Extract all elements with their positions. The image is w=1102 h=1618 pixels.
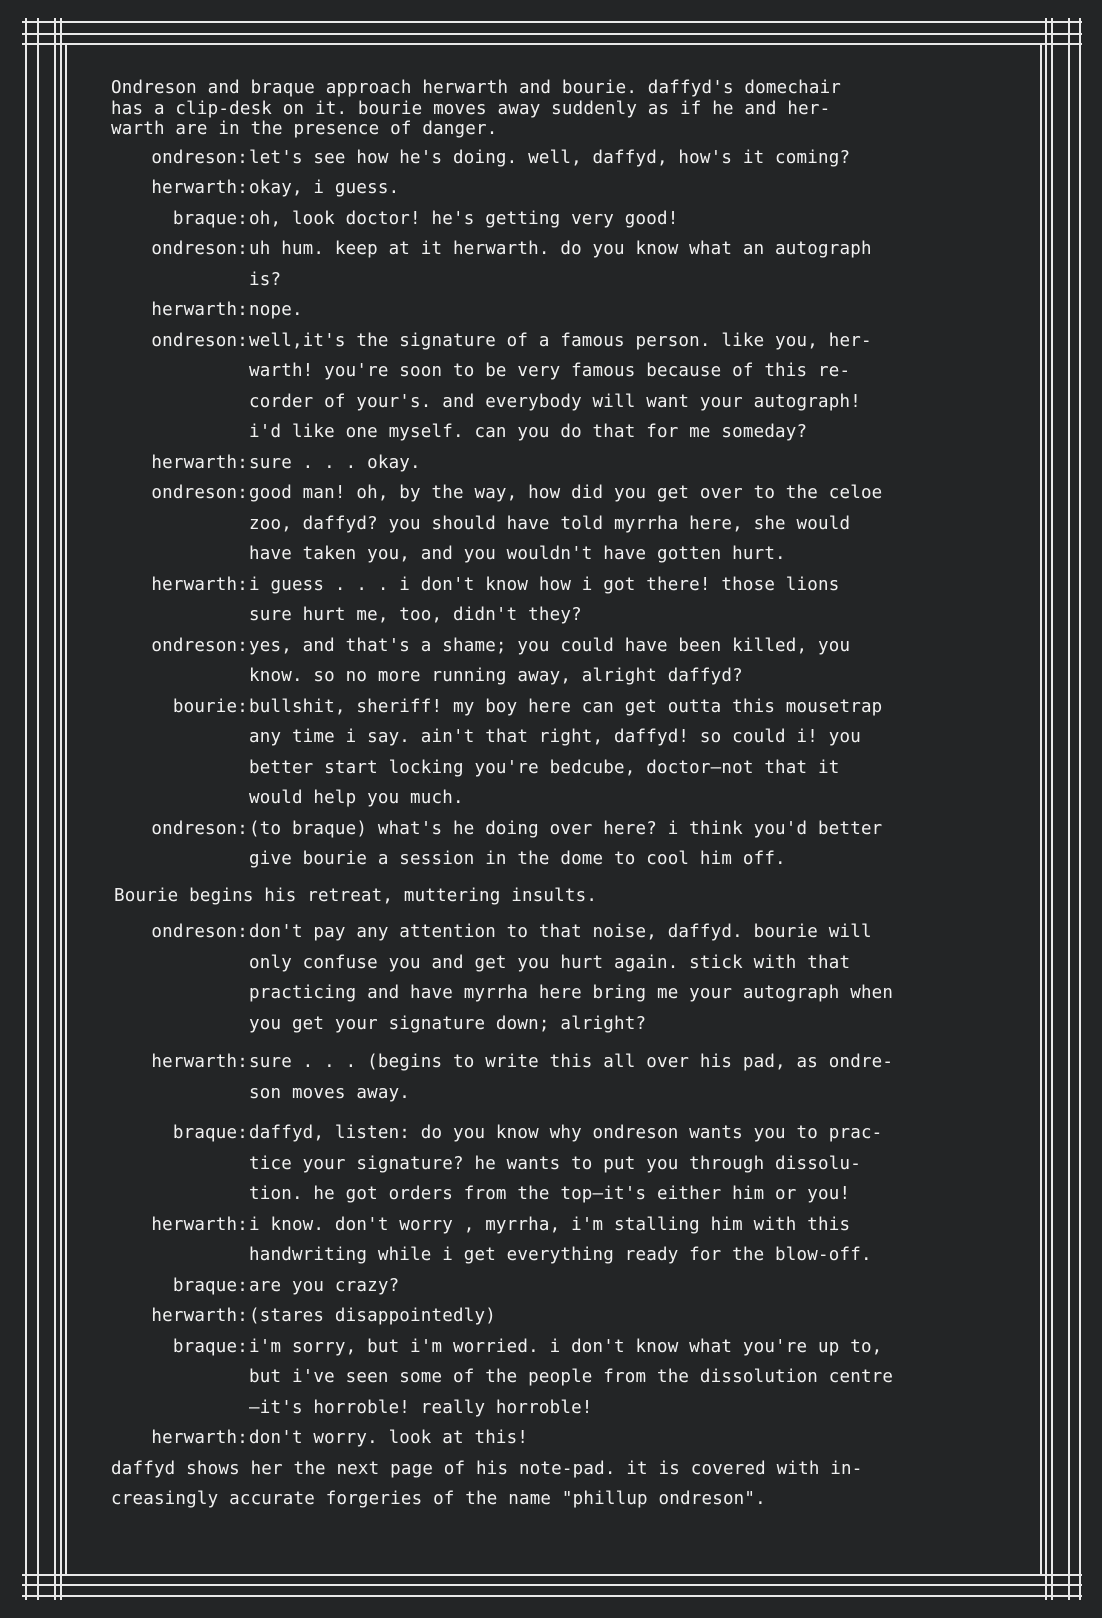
speech-text xyxy=(249,692,1011,814)
dialogue-block-1 xyxy=(111,143,1011,875)
speech-line: warth! you're soon to be very famous because of this re- xyxy=(249,361,851,381)
speech-line: don't pay any attention to that noise, daffyd. bourie will xyxy=(249,922,872,942)
dialogue-entry xyxy=(111,326,1011,448)
speech-text xyxy=(249,295,1011,326)
dialogue-entry xyxy=(111,1332,1011,1424)
intro-paragraph xyxy=(111,78,1011,140)
speech-line: well,it's the signature of a famous person. like you, her- xyxy=(249,330,872,351)
dialogue-entry xyxy=(111,692,1011,814)
speech-line: (stares disappointedly) xyxy=(249,1306,496,1326)
intro-line: Ondreson and braque approach herwarth and bourie. daffyd's domechair xyxy=(111,78,842,98)
speech-line: i'd like one myself. can you do that for me someday? xyxy=(249,422,808,442)
speech-text xyxy=(249,631,1011,692)
dialogue-entry xyxy=(111,631,1011,692)
speech-line: bullshit, sheriff! my boy here can get outta this mousetrap xyxy=(249,696,883,717)
speech-text xyxy=(249,917,1011,1039)
speech-text xyxy=(249,1332,1011,1424)
dialogue-entry xyxy=(111,143,1011,174)
dialogue-block-3 xyxy=(111,1047,1011,1108)
speech-line: know. so no more running away, alright daffyd? xyxy=(249,666,743,686)
dialogue-block-4 xyxy=(111,1118,1011,1454)
speech-line: good man! oh, by the way, how did you get over to the celoe xyxy=(249,483,883,503)
dialogue-entry xyxy=(111,1271,1011,1302)
speech-line: tion. he got orders from the top—it's either him or you! xyxy=(249,1184,851,1204)
speech-line: you get your signature down; alright? xyxy=(249,1013,647,1034)
speaker-name: herwarth: xyxy=(151,1052,248,1072)
speaker-name: bourie: xyxy=(172,696,248,717)
dialogue-entry xyxy=(111,234,1011,295)
dialogue-entry xyxy=(111,478,1011,570)
speech-line: would help you much. xyxy=(249,788,464,808)
speech-line: zoo, daffyd? you should have told myrrha here, she would xyxy=(249,513,851,534)
speaker-name: braque: xyxy=(172,1275,248,1296)
speaker-name: herwarth: xyxy=(151,1214,248,1235)
speech-text xyxy=(249,1118,1011,1210)
closing-line: daffyd shows her the next page of his note-pad. it is covered with in- xyxy=(111,1458,863,1479)
dialogue-entry xyxy=(111,295,1011,326)
speech-line: okay, i guess. xyxy=(249,178,400,198)
dialogue-entry xyxy=(111,917,1011,1039)
speaker-name: ondreson: xyxy=(151,818,248,839)
speaker-name: ondreson: xyxy=(151,922,248,942)
speech-line: are you crazy? xyxy=(249,1275,400,1296)
speech-line: uh hum. keep at it herwarth. do you know what an autograph xyxy=(249,239,872,259)
speech-line: corder of your's. and everybody will want your autograph! xyxy=(249,391,861,412)
speaker-name: herwarth: xyxy=(151,452,248,473)
dialogue-entry xyxy=(111,570,1011,631)
speech-line: sure hurt me, too, didn't they? xyxy=(249,605,582,625)
speech-text xyxy=(249,478,1011,570)
speaker-name: ondreson: xyxy=(151,330,248,351)
speech-line: have taken you, and you wouldn't have gotten hurt. xyxy=(249,544,786,564)
speech-text xyxy=(249,204,1011,235)
speaker-name: braque: xyxy=(172,1336,248,1357)
speaker-name: herwarth: xyxy=(151,300,248,320)
speech-line: i'm sorry, but i'm worried. i don't know what you're up to, xyxy=(249,1336,883,1357)
speech-line: (to braque) what's he doing over here? i think you'd better xyxy=(249,818,883,839)
speech-text xyxy=(249,814,1011,875)
speech-text xyxy=(249,143,1011,174)
speaker-name: ondreson: xyxy=(151,239,248,259)
speech-line: practicing and have myrrha here bring me your autograph when xyxy=(249,983,894,1003)
script-page xyxy=(111,78,1011,1515)
speech-line: sure . . . (begins to write this all over his pad, as ondre- xyxy=(249,1052,894,1072)
speaker-name: herwarth: xyxy=(151,178,248,198)
speech-text xyxy=(249,173,1011,204)
dialogue-entry xyxy=(111,1210,1011,1271)
speech-text xyxy=(249,1047,1011,1108)
speech-text xyxy=(249,1301,1011,1332)
speaker-name: herwarth: xyxy=(151,1306,248,1326)
speech-text xyxy=(249,234,1011,295)
dialogue-entry xyxy=(111,1118,1011,1210)
closing-paragraph xyxy=(111,1454,1011,1515)
speech-line: is? xyxy=(249,269,282,290)
speech-text xyxy=(249,570,1011,631)
speech-line: oh, look doctor! he's getting very good! xyxy=(249,208,679,229)
closing-line: creasingly accurate forgeries of the name "phillup ondreson". xyxy=(111,1489,766,1509)
speech-line: i guess . . . i don't know how i got there! those lions xyxy=(249,574,840,595)
speaker-name: ondreson: xyxy=(151,635,248,656)
speech-line: —it's horroble! really horroble! xyxy=(249,1397,593,1418)
speaker-name: braque: xyxy=(172,208,248,229)
speech-text xyxy=(249,1423,1011,1454)
speech-line: nope. xyxy=(249,300,303,320)
speech-line: i know. don't worry , myrrha, i'm stalling him with this xyxy=(249,1214,851,1235)
speech-line: yes, and that's a shame; you could have been killed, you xyxy=(249,635,851,656)
dialogue-entry xyxy=(111,1301,1011,1332)
speech-text xyxy=(249,326,1011,448)
speech-text xyxy=(249,1210,1011,1271)
speech-line: tice your signature? he wants to put you through dissolu- xyxy=(249,1153,861,1174)
speech-line: handwriting while i get everything ready for the blow-off. xyxy=(249,1245,872,1265)
dialogue-block-2 xyxy=(111,917,1011,1039)
narration: Bourie begins his retreat, muttering insults. xyxy=(114,885,598,906)
speech-text xyxy=(249,1271,1011,1302)
speech-line: any time i say. ain't that right, daffyd! so could i! you xyxy=(249,727,861,747)
speech-line: son moves away. xyxy=(249,1082,411,1103)
speech-line: let's see how he's doing. well, daffyd, how's it coming? xyxy=(249,147,851,168)
dialogue-entry xyxy=(111,173,1011,204)
dialogue-entry xyxy=(111,1047,1011,1108)
speech-text xyxy=(249,448,1011,479)
speech-line: give bourie a session in the dome to cool him off. xyxy=(249,849,786,869)
speech-line: sure . . . okay. xyxy=(249,452,421,473)
speech-line: better start locking you're bedcube, doctor—not that it xyxy=(249,757,840,778)
speaker-name: herwarth: xyxy=(151,574,248,595)
speaker-name: braque: xyxy=(172,1123,248,1143)
speaker-name: ondreson: xyxy=(151,483,248,503)
dialogue-entry xyxy=(111,448,1011,479)
speech-line: but i've seen some of the people from the dissolution centre xyxy=(249,1367,894,1387)
speech-line: daffyd, listen: do you know why ondreson wants you to prac- xyxy=(249,1123,883,1143)
speech-line: only confuse you and get you hurt again. stick with that xyxy=(249,952,851,973)
intro-line: has a clip-desk on it. bourie moves away suddenly as if he and her- xyxy=(111,98,831,119)
speaker-name: herwarth: xyxy=(151,1428,248,1448)
intro-line: warth are in the presence of danger. xyxy=(111,119,498,139)
dialogue-entry xyxy=(111,814,1011,875)
dialogue-entry xyxy=(111,204,1011,235)
speech-line: don't worry. look at this! xyxy=(249,1428,529,1448)
speaker-name: ondreson: xyxy=(151,147,248,168)
dialogue-entry xyxy=(111,1423,1011,1454)
